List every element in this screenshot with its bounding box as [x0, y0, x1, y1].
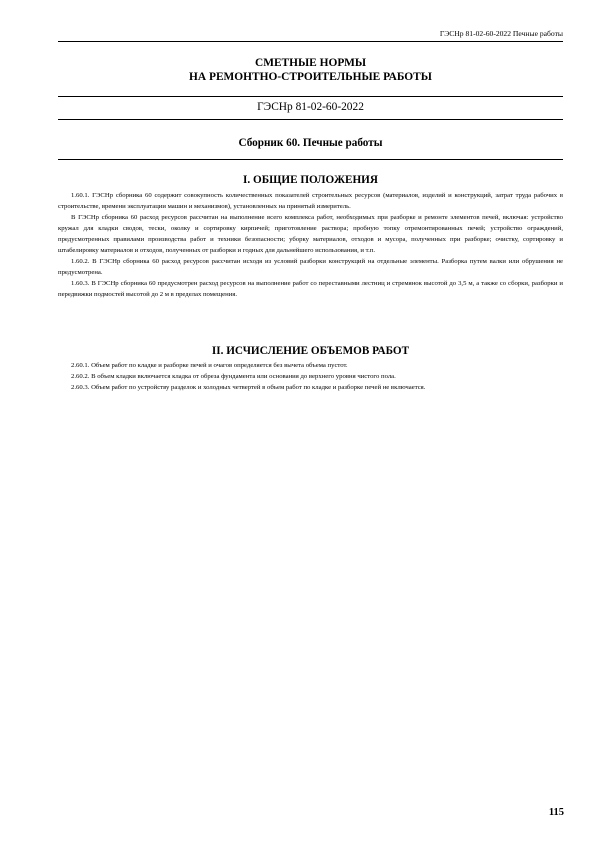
collection-divider	[58, 159, 563, 160]
paragraph: 1.60.1. ГЭСНр сборника 60 содержит совокупность количественных показателей строительных ресурсов (материалов, изделий и конструкций, затрат труда рабочих в строительстве, времени эксплуатации машин и механизмов), установленных на принятый измеритель.	[58, 191, 563, 210]
main-title-line-1: СМЕТНЫЕ НОРМЫ	[254, 57, 367, 69]
section-heading-general: I. ОБЩИЕ ПОЛОЖЕНИЯ	[243, 174, 378, 186]
page-number: 115	[548, 807, 564, 818]
paragraph: 1.60.2. В ГЭСНр сборника 60 расход ресурсов рассчитан исходя из условий разборки конструкций на отдельные элементы. Разборка путем валки или обрушения не предусмотрена.	[58, 258, 563, 277]
collection-title: Сборник 60. Печные работы	[238, 137, 383, 149]
header-divider	[58, 41, 563, 42]
paragraph: 1.60.3. В ГЭСНр сборника 60 предусмотрен расход ресурсов на выполнение работ со переставными лестниц и стремянок высотой до 3,5 м, а также со сборки, разборки и передвижки подмостей высотой до 2 м в пределах помещения.	[58, 280, 563, 299]
paragraph: В ГЭСНр сборника 60 расход ресурсов рассчитан на выполнение всего комплекса работ, необходимых при разборке и ремонте элементов печей, включая: устройство кружал для кладки сводов, тески, околку и сортировку кирпичей; приготовление раствора; пробную топку отремонтированных печей; устройство ограждений, предусмотренных правилами производства работ и техники безопасности; уборку материалов, отходов и мусора, полученных при разборке; очистку, сортировку и штабелировку материалов и отходов, полученных от разборки и годных для дальнейшего использования, и т.п.	[58, 213, 563, 254]
paragraph: 2.60.3. Объем работ по устройству разделок и холодных четвертей в объем работ по кладке и разборке печей не включается.	[71, 383, 426, 391]
main-title-line-2: НА РЕМОНТНО-СТРОИТЕЛЬНЫЕ РАБОТЫ	[189, 70, 432, 83]
paragraph: 2.60.1. Объем работ по кладке и разборке печей и очагов определяется без вычета объема пустот.	[71, 361, 348, 369]
code-divider-bottom	[58, 119, 563, 120]
section-body-volume-calculation	[58, 360, 563, 393]
main-title	[58, 57, 563, 84]
document-code: ГЭСНр 81-02-60-2022	[257, 101, 364, 113]
running-header: ГЭСНр 81-02-60-2022 Печные работы	[439, 29, 563, 38]
code-divider-top	[58, 96, 563, 97]
section-heading-volume-calculation: II. ИСЧИСЛЕНИЕ ОБЪЕМОВ РАБОТ	[211, 345, 410, 357]
paragraph: 2.60.2. В объем кладки включается кладка от обреза фундамента или основания до верхнего уровня чистого пола.	[71, 372, 396, 380]
section-body-general	[58, 190, 563, 301]
